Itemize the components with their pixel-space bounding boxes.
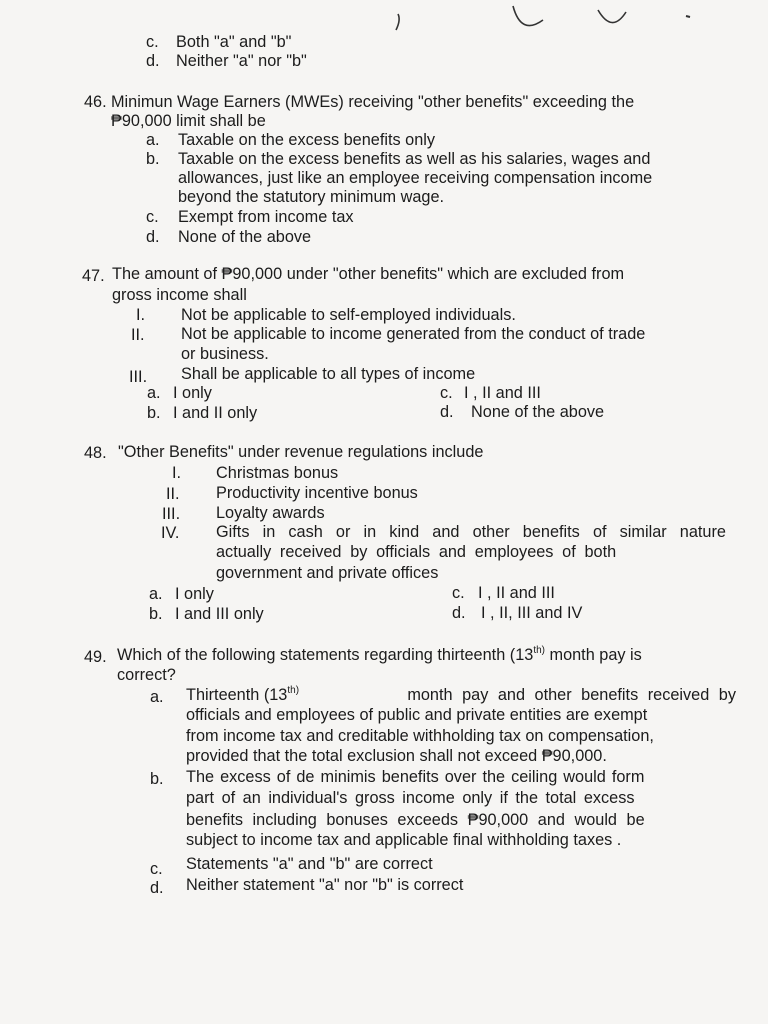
statement-text: Productivity incentive bonus [216,484,418,502]
choice-letter: d. [452,604,466,622]
choice-letter: b. [147,404,161,422]
word: kind [389,523,420,541]
choice-letter: a. [147,384,161,402]
choice-text: Taxable on the excess benefits as well as his salaries, wages and [178,150,651,168]
choice-text: benefits including bonuses exceeds ₱90,000 and would be [186,811,645,829]
choice-letter: d. [146,228,160,246]
choice-letter: c. [146,208,159,226]
question-number: 46. [84,93,107,111]
superscript: th) [287,685,300,696]
choice-text [186,685,736,705]
word: in [363,523,377,541]
question-stem: "Other Benefits" under revenue regulations include [118,443,484,461]
choice-text: The excess of de minimis benefits over the ceiling would form [186,768,645,786]
choice-letter: d. [440,403,454,421]
question-stem-part: month pay is [544,646,642,664]
choice-text: Taxable on the excess benefits only [178,131,436,149]
roman-numeral: III. [162,505,181,523]
word: nature [679,523,726,541]
question-stem: ₱90,000 limit shall be [111,112,266,130]
question-number: 49. [84,648,107,666]
choice-letter: d. [150,879,164,897]
choice-letter: b. [146,150,160,168]
choice-text: Neither "a" nor "b" [176,52,307,70]
choice-letter: d. [146,52,160,70]
question-number: 47. [82,267,105,285]
choice-text: I , II and III [464,384,541,402]
statement-text: actually received by officials and employees of both [216,543,617,561]
word: benefits [522,523,580,541]
choice-letter: a. [150,688,164,706]
choice-text: I and III only [175,605,264,623]
question-stem [117,645,642,665]
word: Gifts [216,523,250,541]
choice-letter: a. [149,585,163,603]
statement-text: Not be applicable to self-employed individuals. [181,306,516,324]
question-stem: gross income shall [112,286,247,304]
word: or [335,523,351,541]
choice-letter: c. [146,33,159,51]
statement-text: Loyalty awards [216,504,325,522]
word: and [432,523,460,541]
statement-text: government and private offices [216,564,439,582]
choice-letter: a. [146,131,160,149]
choice-text: None of the above [471,403,605,421]
choice-text: I and II only [173,404,258,422]
statement-text [216,522,726,542]
choice-text-part [186,685,299,705]
choice-text: beyond the statutory minimum wage. [178,188,445,206]
choice-text: I only [173,384,212,402]
roman-numeral: II. [131,326,145,344]
word: cash [288,523,323,541]
choice-text-part: month pay and other benefits received by [407,686,736,704]
choice-text: I , II and III [478,584,555,602]
choice-text: Both "a" and "b" [176,33,292,51]
word: similar [619,523,667,541]
word: other [472,523,510,541]
choice-text: None of the above [178,228,312,246]
choice-text: allowances, just like an employee receiving compensation income [178,169,653,187]
choice-letter: c. [150,860,163,878]
question-stem-part: Which of the following statements regarding thirteenth (13 [117,646,534,664]
roman-numeral: IV. [161,524,180,542]
statement-text: Christmas bonus [216,464,339,482]
choice-text: I , II, III and IV [481,604,583,622]
choice-text-part: Thirteenth (13 [186,686,288,704]
superscript: th) [533,645,545,656]
statement-text: or business. [181,345,269,363]
choice-text: Exempt from income tax [178,208,354,226]
choice-text: officials and employees of public and private entities are exempt [186,706,648,724]
choice-text: Neither statement "a" nor "b" is correct [186,876,464,894]
handwriting-marks [0,0,768,60]
choice-text: I only [175,585,214,603]
question-stem: The amount of ₱90,000 under "other benefits" which are excluded from [112,265,625,283]
choice-letter: c. [452,584,465,602]
choice-letter: b. [149,605,163,623]
choice-letter: c. [440,384,453,402]
roman-numeral: I. [136,306,146,324]
choice-letter: b. [150,770,164,788]
roman-numeral: I. [172,464,182,482]
word: in [262,523,276,541]
statement-text: Not be applicable to income generated from the conduct of trade [181,325,646,343]
choice-text: subject to income tax and applicable final withholding taxes . [186,831,622,849]
choice-text: provided that the total exclusion shall not exceed ₱90,000. [186,747,607,765]
roman-numeral: II. [166,485,180,503]
word: of [592,523,607,541]
choice-text: part of an individual's gross income only if the total excess [186,789,635,807]
question-stem: correct? [117,666,176,684]
statement-text: Shall be applicable to all types of income [181,365,476,383]
choice-text: Statements "a" and "b" are correct [186,855,433,873]
question-stem: Minimun Wage Earners (MWEs) receiving "other benefits" exceeding the [111,93,635,111]
question-number: 48. [84,444,107,462]
roman-numeral: III. [129,368,148,386]
choice-text: from income tax and creditable withholding tax on compensation, [186,727,654,745]
